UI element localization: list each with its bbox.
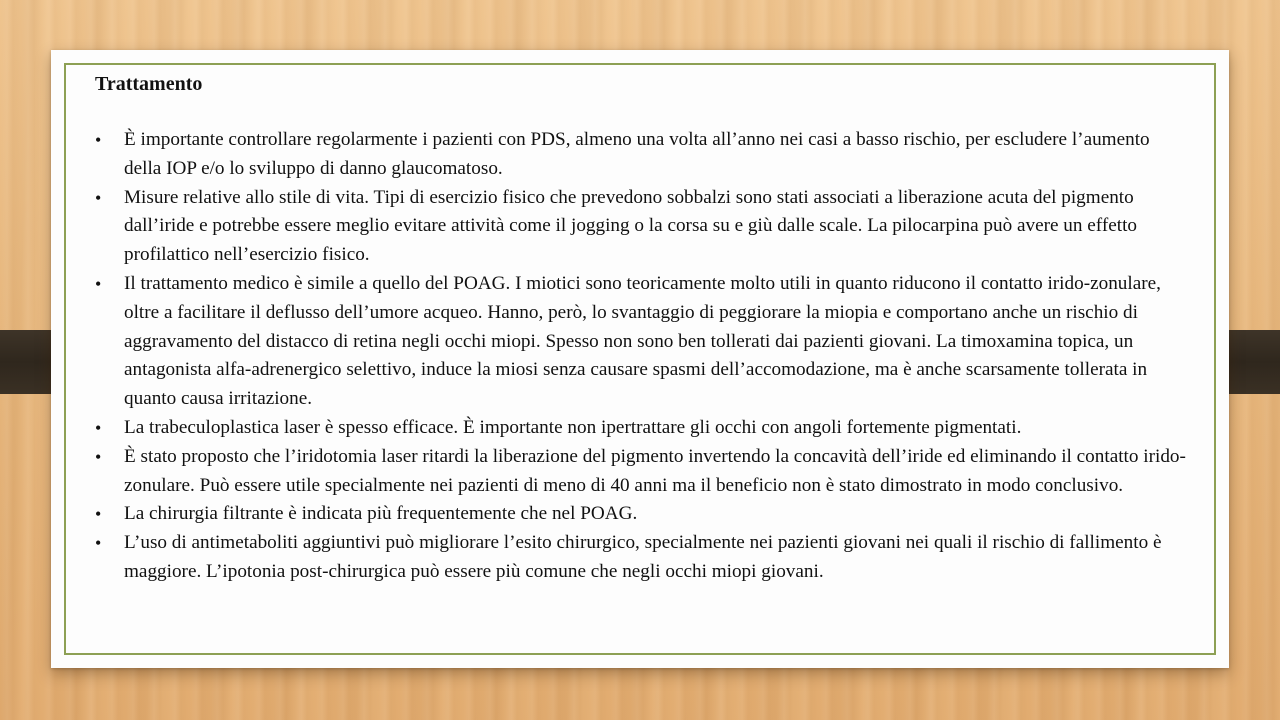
bullet-dot: • <box>95 446 102 467</box>
bullet-item <box>95 414 1190 443</box>
bullet-text: La trabeculoplastica laser è spesso efficace. È importante non ipertrattare gli occhi con angoli fortemente pigmentati. <box>124 416 1022 438</box>
bullet-dot: • <box>95 273 102 294</box>
slide-title: Trattamento <box>95 73 203 95</box>
bullet-item <box>95 500 1190 529</box>
bullet-item <box>95 529 1190 587</box>
bullet-list <box>95 126 1190 587</box>
bullet-dot: • <box>95 417 102 438</box>
bullet-item <box>95 184 1190 270</box>
bullet-text: È importante controllare regolarmente i pazienti con PDS, almeno una volta all’anno nei casi a basso rischio, per escludere l’aumento della IOP e/o lo sviluppo di danno glaucomatoso. <box>124 129 1150 179</box>
slide-card <box>51 50 1229 668</box>
slide-content <box>95 72 1190 587</box>
bullet-text: Il trattamento medico è simile a quello del POAG. I miotici sono teoricamente molto utili in quanto riducono il contatto irido-zonulare, oltre a facilitare il deflusso dell’umore acqueo. Hanno, però, lo svantaggio di peggiorare la miopia e comportano anche un rischio di aggravamento del distacco di retina negli occhi miopi. Spesso non sono ben tollerati dai pazienti giovani. La timoxamina topica, un antagonista alfa-adrenergico selettivo, induce la miosi senza causare spasmi dell’accomodazione, ma è anche scarsamente tollerata in quanto causa irritazione. <box>124 272 1161 410</box>
bullet-item <box>95 443 1190 501</box>
bullet-text: L’uso di antimetaboliti aggiuntivi può migliorare l’esito chirurgico, specialmente nei pazienti giovani nei quali il rischio di fallimento è maggiore. L’ipotonia post-chirurgica può essere più comune che negli occhi miopi giovani. <box>124 532 1162 582</box>
bullet-text: È stato proposto che l’iridotomia laser ritardi la liberazione del pigmento invertendo la concavità dell’iride ed eliminando il contatto irido-zonulare. Può essere utile specialmente nei pazienti di meno di 40 anni ma il beneficio non è stato dimostrato in modo conclusivo. <box>124 445 1186 496</box>
bullet-item <box>95 270 1190 414</box>
bullet-dot: • <box>95 187 102 208</box>
bullet-dot: • <box>95 533 102 554</box>
bullet-text: Misure relative allo stile di vita. Tipi di esercizio fisico che prevedono sobbalzi sono stati associati a liberazione acuta del pigmento dall’iride e potrebbe essere meglio evitare attività come il jogging o la corsa su e giù dalle scale. La pilocarpina può avere un effetto profilattico nell’esercizio fisico. <box>124 186 1137 266</box>
bullet-item <box>95 126 1190 184</box>
bullet-text: La chirurgia filtrante è indicata più frequentemente che nel POAG. <box>124 503 638 525</box>
bullet-dot: • <box>95 130 102 150</box>
bullet-dot: • <box>95 504 102 525</box>
